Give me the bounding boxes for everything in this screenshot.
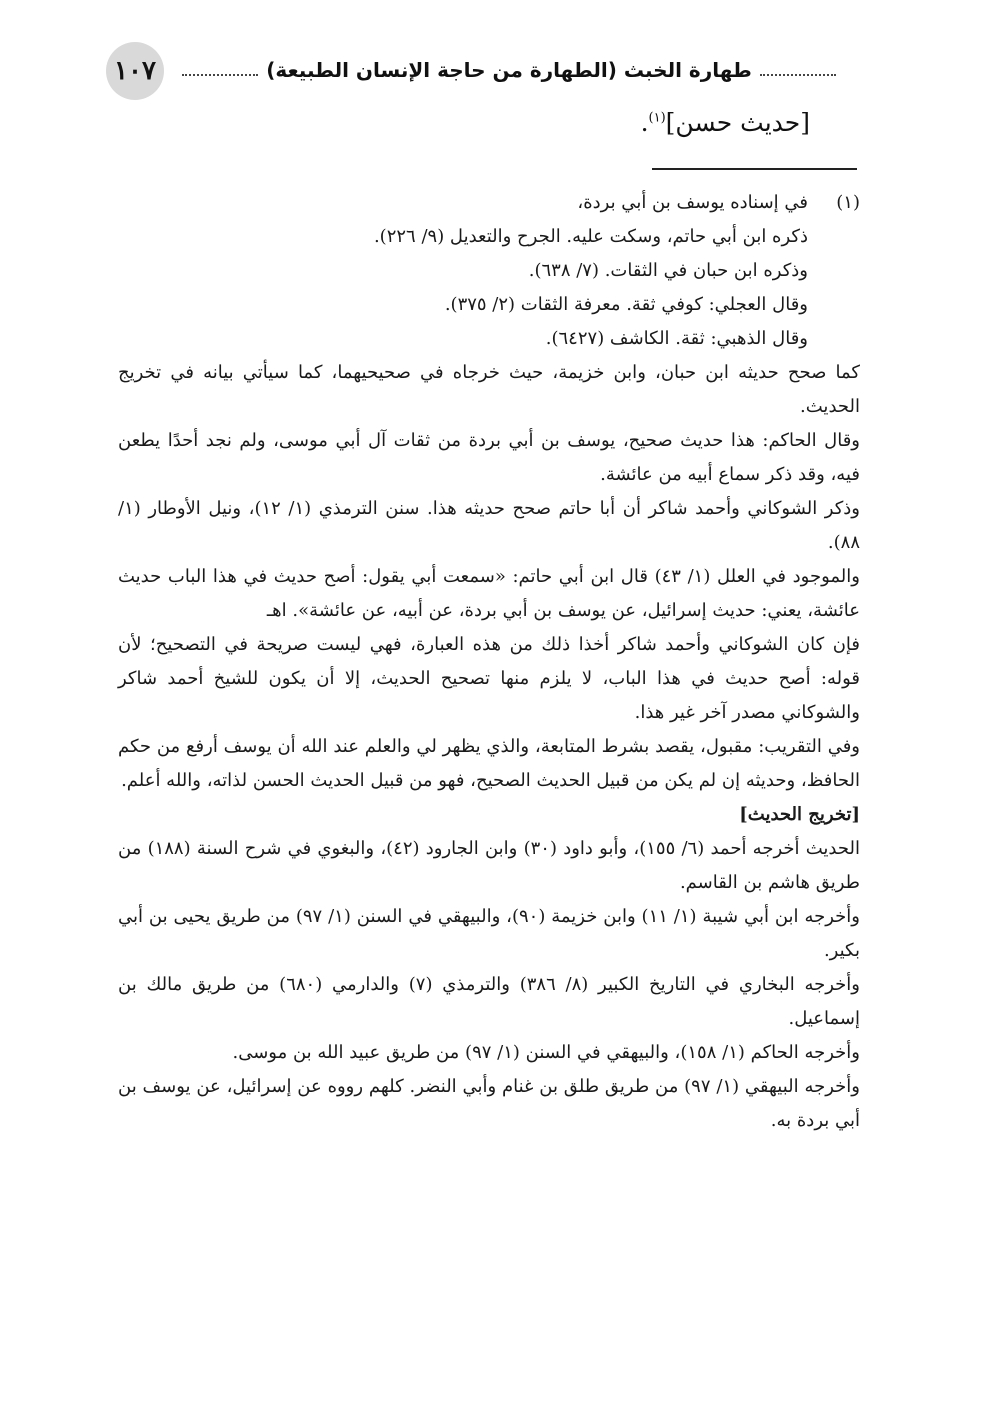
footnote-paragraph: وأخرجه ابن أبي شيبة (١/ ١١) وابن خزيمة (٩٠)، والبيهقي في السنن (١/ ٩٧) من طريق يحيى بن أبي بكير. <box>118 906 860 961</box>
footnote-paragraph: وذكر الشوكاني وأحمد شاكر أن أبا حاتم صحح حديثه هذا. سنن الترمذي (١/ ١٢)، ونيل الأوطار (١/ ٨٨). <box>118 498 861 553</box>
footnote-line: وقال العجلي: كوفي ثقة. معرفة الثقات (٢/ ٣٧٥). <box>444 294 808 315</box>
footnote-paragraph: وأخرجه الحاكم (١/ ١٥٨)، والبيهقي في السنن (١/ ٩٧) من طريق عبيد الله بن موسى. <box>232 1042 860 1063</box>
footnote-paragraph: الحديث أخرجه أحمد (٦/ ١٥٥)، وأبو داود (٣٠) وابن الجارود (٤٢)، والبغوي في شرح السنة (١٨٨) من طريق هاشم بن القاسم. <box>118 838 860 893</box>
header-leader-dots-left <box>182 74 258 76</box>
hadith-grade: [حديث حسن] <box>665 108 810 137</box>
header-leader-dots-right <box>760 74 836 76</box>
footnote-line: وقال الذهبي: ثقة. الكاشف (٦٤٢٧). <box>545 328 808 349</box>
footnote-paragraph: كما صحح حديثه ابن حبان، وابن خزيمة، حيث خرجاه في صحيحيهما، كما سيأتي بيانه في تخريج الحديث. <box>118 362 860 417</box>
footnote-paragraph: فإن كان الشوكاني وأحمد شاكر أخذا ذلك من هذه العبارة، فهي ليست صريحة في التصحيح؛ لأن قوله: أصح حديث في هذا الباب، لا يلزم منها تصحيح الحديث، إلا أن يكون للشيخ أحمد شاكر والشوكاني مصدر آخر غير هذا. <box>118 634 860 723</box>
main-text-tail <box>641 108 810 137</box>
footnote-separator <box>652 168 857 170</box>
footnote-line: وذكره ابن حبان في الثقات. (٧/ ٦٣٨). <box>528 260 808 281</box>
footnote-paragraph: وفي التقريب: مقبول، يقصد بشرط المتابعة، والذي يظهر لي والعلم عند الله أن يوسف أرفع من حكم الحافظ، وحديثه إن لم يكن من قبيل الحديث الصحيح، فهو من قبيل الحديث الحسن لذاته، والله أعلم. <box>118 736 860 791</box>
running-title: طهارة الخبث (الطهارة من حاجة الإنسان الطبيعة) <box>266 58 752 82</box>
running-header <box>174 50 844 90</box>
footnote-body <box>118 186 861 1138</box>
footnote-paragraph: وأخرجه البخاري في التاريخ الكبير (٨/ ٣٨٦) والترمذي (٧) والدارمي (٦٨٠) من طريق مالك بن إسماعيل. <box>118 974 860 1029</box>
footnote-reference: (١) <box>648 110 666 126</box>
footnote-paragraph: وأخرجه البيهقي (١/ ٩٧) من طريق طلق بن غنام وأبي النضر. كلهم رووه عن إسرائيل، عن يوسف بن أبي بردة به. <box>118 1076 860 1131</box>
footnote-marker: (١) <box>836 192 860 213</box>
page-number: ١٠٧ <box>106 42 164 100</box>
footnote-line: في إسناده يوسف بن أبي بردة، <box>577 192 808 213</box>
footnote-paragraph: وقال الحاكم: هذا حديث صحيح، يوسف بن أبي بردة من ثقات آل أبي موسى، ولم نجد أحدًا يطعن فيه، وقد ذكر سماع أبيه من عائشة. <box>118 430 860 485</box>
footnote <box>118 186 860 1138</box>
footnote-line: ذكره ابن أبي حاتم، وسكت عليه. الجرح والتعديل (٩/ ٢٢٦). <box>373 226 808 247</box>
tail-period: . <box>640 108 649 137</box>
footnote-paragraph: والموجود في العلل (١/ ٤٣) قال ابن أبي حاتم: «سمعت أبي يقول: أصح حديث في هذا الباب حديث عائشة، يعني: حديث إسرائيل، عن يوسف بن أبي بردة، عن أبيه، عن عائشة». اهـ <box>118 566 860 621</box>
section-heading: [تخريج الحديث] <box>739 804 860 825</box>
